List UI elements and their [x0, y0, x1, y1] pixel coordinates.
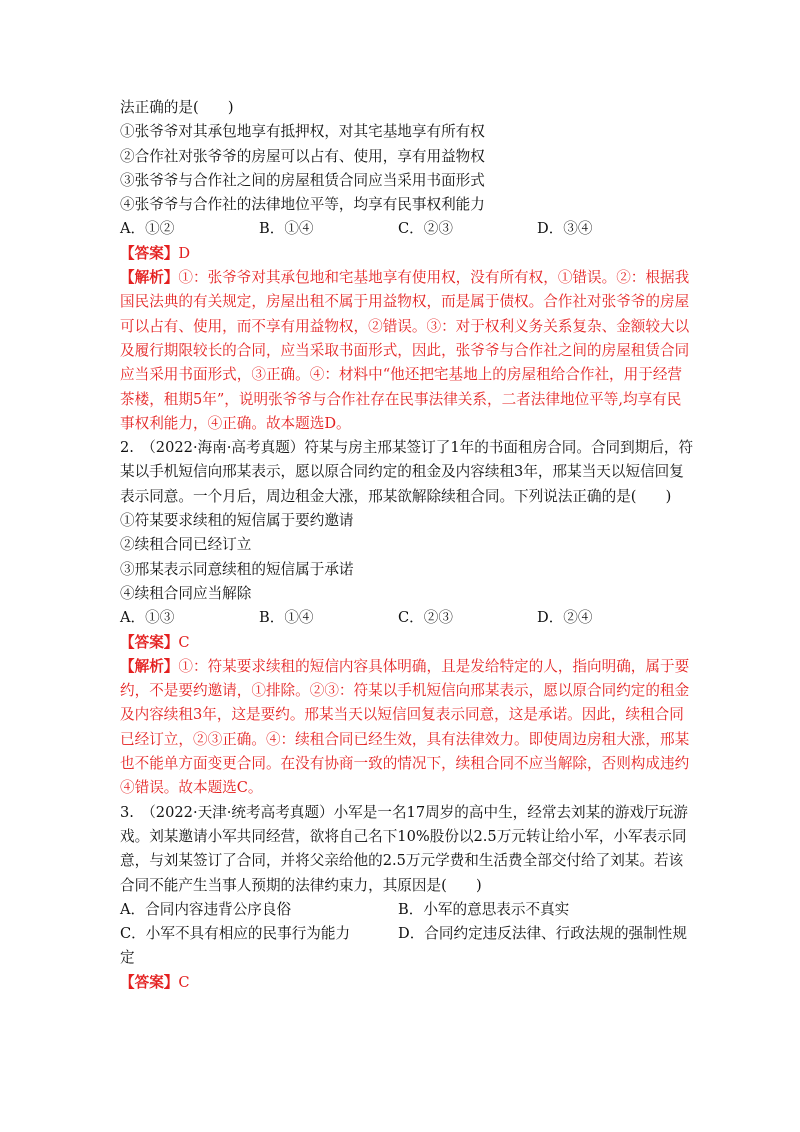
- q1-analysis-line: 可以占有、使用，而不享有用益物权，②错误。③：对于权利义务关系复杂、金额较大以: [120, 317, 690, 335]
- q1-stem-tail: 法正确的是( ): [120, 99, 234, 116]
- q2-option-c: C．②③: [398, 609, 453, 627]
- q1-analysis-line: 茶楼，租期5年”，说明张爷爷与合作社存在民事法律关系，二者法律地位平等,均享有民: [120, 390, 682, 408]
- q1-option-a: A．①②: [120, 220, 175, 238]
- analysis-tag: 【解析】: [120, 657, 179, 675]
- q2-item: ②续租合同已经订立: [120, 536, 252, 554]
- q2-stem: 某以手机短信向邢某表示，愿以原合同约定的租金及内容续租3年，邢某当天以短信回复: [120, 463, 684, 481]
- q1-item: ③张爷爷与合作社之间的房屋租赁合同应当采用书面形式: [120, 171, 485, 189]
- q2-item: ③邢某表示同意续租的短信属于承诺: [120, 560, 354, 578]
- q2-analysis-line: ④错误。故本题选C。: [120, 779, 263, 797]
- document-page: [120, 96, 694, 995]
- q1-item: ②合作社对张爷爷的房屋可以占有、使用，享有用益物权: [120, 147, 485, 165]
- q3-stem: 3. （2022·天津·统考高考真题）小军是一名17周岁的高中生，经常去刘某的游戏厅玩游: [120, 803, 688, 821]
- q3-options-row: [120, 898, 690, 922]
- analysis-text: ①：张爷爷对其承包地和宅基地享有使用权，没有所有权，①错误。②：根据我: [178, 269, 690, 287]
- q2-option-b: B．①④: [259, 609, 314, 627]
- answer-value: C: [178, 633, 190, 651]
- answer-value: C: [178, 973, 190, 991]
- analysis-text: ①：符某要求续租的短信内容具体明确，且是发给特定的人，指向明确，属于要: [178, 657, 690, 675]
- analysis-tag: 【解析】: [120, 269, 179, 287]
- q1-option-d: D．③④: [537, 220, 593, 238]
- answer-tag: 【答案】: [120, 244, 179, 262]
- q1-answer: [120, 242, 690, 266]
- q3-option-b: B．小军的意思表示不真实: [398, 900, 570, 918]
- q2-analysis-line: 约，不是要约邀请，①排除。②③：符某以手机短信向邢某表示，愿以原合同约定的租金: [120, 682, 690, 700]
- q1-item: ④张爷爷与合作社的法律地位平等，均享有民事权利能力: [120, 196, 485, 214]
- q1-analysis-line: 国民法典的有关规定，房屋出租不属于用益物权，而是属于债权。合作社对张爷爷的房屋: [120, 293, 690, 311]
- q3-option-a: A．合同内容违背公序良俗: [120, 900, 292, 918]
- q1-option-b: B．①④: [259, 220, 314, 238]
- answer-tag: 【答案】: [120, 973, 179, 991]
- q1-analysis-line: 应当采用书面形式，③正确。④：材料中“他还把宅基地上的房屋租给合作社，用于经营: [120, 366, 683, 384]
- q2-option-a: A．①③: [120, 609, 175, 627]
- q3-options-row: [120, 922, 690, 946]
- q2-stem: 2. （2022·海南·高考真题）符某与房主邢某签订了1年的书面租房合同。合同到期后，符: [120, 439, 694, 457]
- q3-stem: 意，与刘某签订了合同，并将父亲给他的2.5万元学费和生活费全部交付给了刘某。若该: [120, 852, 684, 870]
- q3-option-wrap: 定: [120, 949, 135, 967]
- q2-analysis-line: [120, 655, 690, 679]
- q1-options: [120, 217, 690, 241]
- q2-options: [120, 606, 690, 630]
- q3-answer: [120, 971, 690, 995]
- q3-stem: 戏。刘某邀请小军共同经营，欲将自己名下10%股份以2.5万元转让给小军，小军表示同: [120, 827, 687, 845]
- q2-analysis-line: 已经订立，②③正确。④：续租合同已经生效，具有法律效力。即使周边房租大涨，邢某: [120, 730, 690, 748]
- q1-analysis-line: 及履行期限较长的合同，应当采取书面形式，因此，张爷爷与合作社之间的房屋租赁合同: [120, 341, 690, 359]
- q2-answer: [120, 631, 690, 655]
- q3-stem: 合同不能产生当事人预期的法律约束力，其原因是( ): [120, 876, 482, 894]
- q1-analysis-line: [120, 266, 690, 290]
- q2-stem: 表示同意。一个月后，周边租金大涨，邢某欲解除续租合同。下列说法正确的是( ): [120, 487, 672, 505]
- q3-option-d: D．合同约定违反法律、行政法规的强制性规: [398, 925, 687, 943]
- q2-option-d: D．②④: [537, 609, 593, 627]
- q1-analysis-line: 事权利能力，④正确。故本题选D。: [120, 414, 351, 432]
- q1-item: ①张爷爷对其承包地享有抵押权，对其宅基地享有所有权: [120, 123, 485, 141]
- answer-value: D: [178, 244, 191, 262]
- q2-analysis-line: 及内容续租3年，这是要约。邢某当天以短信回复表示同意，这是承诺。因此，续租合同: [120, 706, 684, 724]
- answer-tag: 【答案】: [120, 633, 179, 651]
- q2-analysis-line: 也不能单方面变更合同。在没有协商一致的情况下，续租合同不应当解除，否则构成违约: [120, 755, 690, 773]
- q3-option-c: C．小军不具有相应的民事行为能力: [120, 925, 351, 943]
- q1-option-c: C．②③: [398, 220, 453, 238]
- q2-item: ①符某要求续租的短信属于要约邀请: [120, 512, 354, 530]
- q2-item: ④续租合同应当解除: [120, 584, 252, 602]
